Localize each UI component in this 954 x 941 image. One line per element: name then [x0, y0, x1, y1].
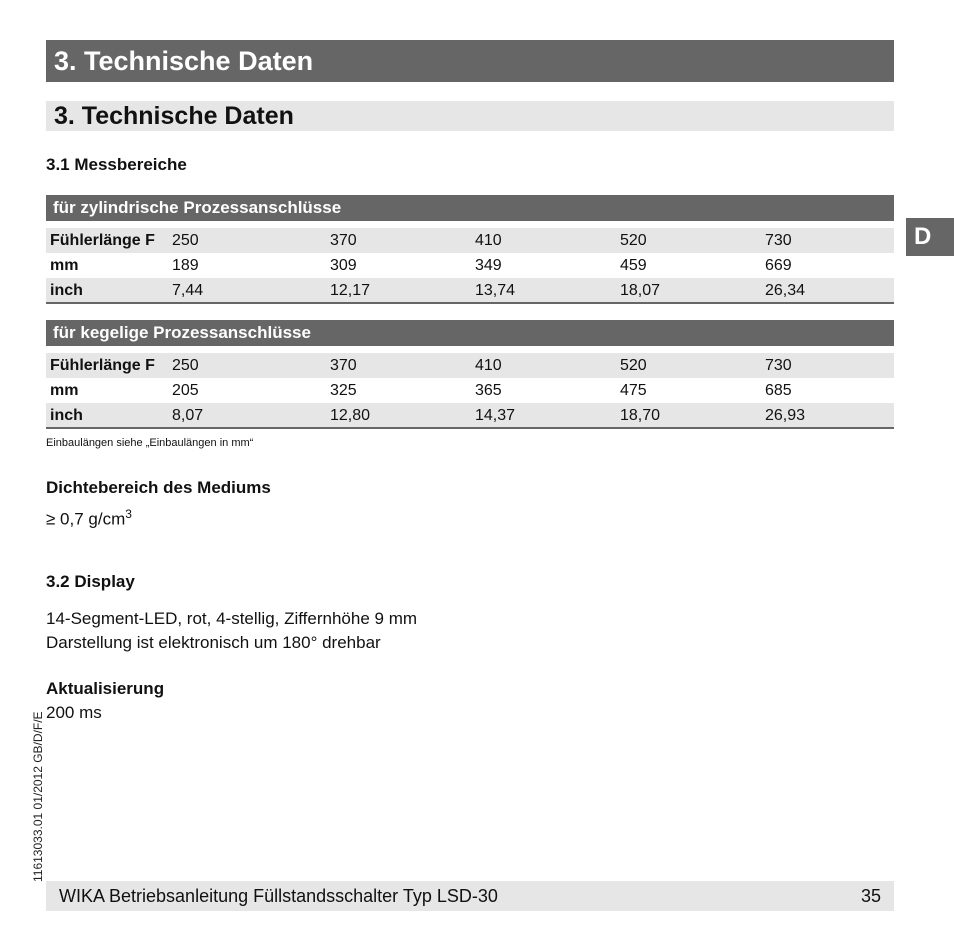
table-cell: 18,70 — [620, 407, 661, 424]
installation-note: Einbaulängen siehe „Einbaulängen in mm“ — [46, 437, 254, 449]
table-cell: 250 — [172, 357, 199, 374]
dichte-heading: Dichtebereich des Mediums — [46, 478, 271, 497]
table-cell: 250 — [172, 232, 199, 249]
table-bottom-rule — [46, 302, 894, 304]
table-cell: 325 — [330, 382, 357, 399]
table-row — [46, 378, 894, 403]
messbereiche-heading: 3.1 Messbereiche — [46, 155, 187, 174]
footer-text: WIKA Betriebsanleitung Füllstandsschalter Typ LSD-30 — [59, 886, 498, 906]
table-cell: 14,37 — [475, 407, 516, 424]
table-cell: 12,17 — [330, 282, 371, 299]
aktualisierung-heading: Aktualisierung — [46, 679, 165, 698]
dichte-value-text: ≥ 0,7 g/cm — [46, 509, 126, 529]
table-row — [46, 353, 894, 378]
table-cell: 349 — [475, 257, 502, 274]
table-cell: 18,07 — [620, 282, 661, 299]
chapter-title: 3. Technische Daten — [46, 40, 894, 82]
display-heading: 3.2 Display — [46, 572, 135, 591]
table-cell: 189 — [172, 257, 199, 274]
table-cell: 459 — [620, 257, 647, 274]
table-cell: 475 — [620, 382, 647, 399]
table-cell: 410 — [475, 357, 502, 374]
table-cell: 730 — [765, 232, 792, 249]
row-label: Fühlerlänge F — [50, 357, 155, 374]
table-cell: 26,93 — [765, 407, 806, 424]
page-footer — [46, 881, 894, 911]
table-cell: 520 — [620, 232, 647, 249]
table-cell: 730 — [765, 357, 792, 374]
aktualisierung-value: 200 ms — [46, 703, 102, 722]
table-zylindrisch-title: für zylindrische Prozessanschlüsse — [46, 195, 894, 221]
table-cell: 7,44 — [172, 282, 204, 299]
section-title: 3. Technische Daten — [46, 101, 894, 131]
table-cell: 520 — [620, 357, 647, 374]
row-label: inch — [50, 282, 83, 299]
display-line-1: 14-Segment-LED, rot, 4-stellig, Ziffernhöhe 9 mm — [46, 609, 418, 628]
table-cell: 410 — [475, 232, 502, 249]
row-label: mm — [50, 382, 79, 399]
dichte-value — [46, 502, 132, 532]
language-tab: D — [906, 218, 954, 256]
dichte-superscript: 3 — [125, 507, 132, 521]
table-row — [46, 278, 894, 303]
table-bottom-rule — [46, 427, 894, 429]
table-row — [46, 253, 894, 278]
table-cell: 365 — [475, 382, 502, 399]
row-label: mm — [50, 257, 79, 274]
table-row — [46, 403, 894, 428]
table-kegelig-title: für kegelige Prozessanschlüsse — [46, 320, 894, 346]
table-cell: 370 — [330, 357, 357, 374]
document-code: 11613033.01 01/2012 GB/D/F/E — [31, 711, 45, 882]
page-number: 35 — [860, 886, 881, 906]
table-cell: 13,74 — [475, 282, 516, 299]
table-cell: 26,34 — [765, 282, 806, 299]
table-cell: 309 — [330, 257, 357, 274]
row-label: inch — [50, 407, 83, 424]
table-cell: 8,07 — [172, 407, 204, 424]
table-cell: 685 — [765, 382, 792, 399]
table-cell: 669 — [765, 257, 792, 274]
table-cell: 12,80 — [330, 407, 371, 424]
table-cell: 370 — [330, 232, 357, 249]
table-cell: 205 — [172, 382, 199, 399]
display-line-2: Darstellung ist elektronisch um 180° drehbar — [46, 633, 381, 652]
table-row — [46, 228, 894, 253]
row-label: Fühlerlänge F — [50, 232, 155, 249]
